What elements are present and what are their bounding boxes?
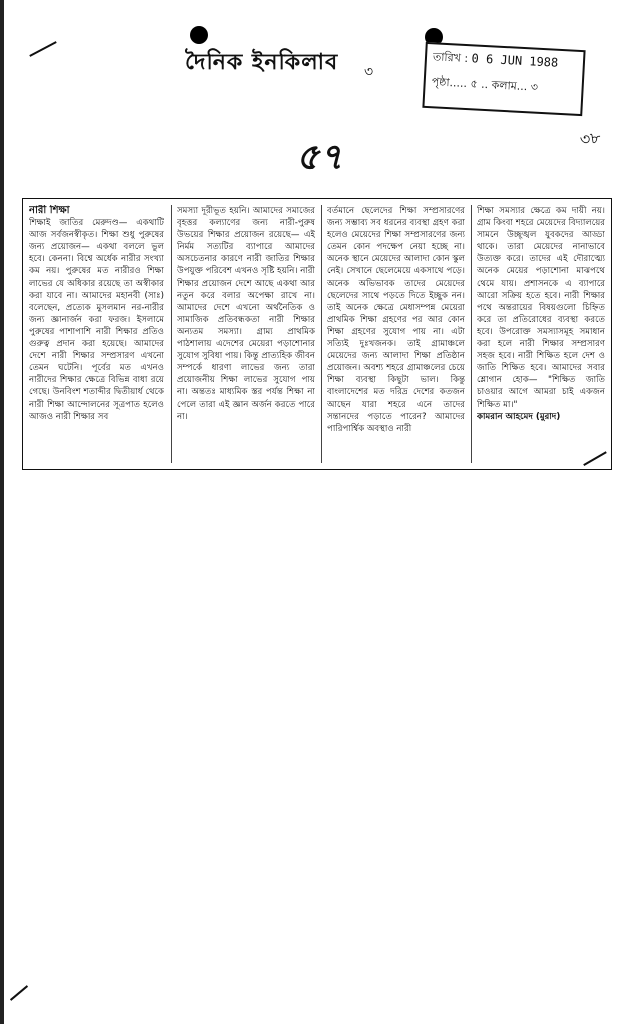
article-column-4 bbox=[477, 205, 605, 463]
stamp-date-label: তারিখ bbox=[432, 50, 462, 65]
article-headline: নারী শিক্ষা bbox=[29, 205, 70, 216]
margin-note: ৩৮ bbox=[578, 127, 602, 150]
column-divider bbox=[321, 205, 322, 463]
ink-mark-top-left bbox=[29, 41, 56, 57]
column-1-text: শিক্ষাই জাতির মেরুদণ্ড— একথাটি আজ সর্বজনস্বীকৃত। শিক্ষা শুধু পুরুষের জন্য প্রয়োজন— একথা বললে ভুল হবে। কেননা। বিশ্বে অর্ধেক নারীর সংখ্যা কম নয়। পুরুষের মত নারীরও শিক্ষা লাভের যে অধিকার রয়েছে তা অস্বীকার করা যাবে না। আমাদের মহানবী (সাঃ) বলেছেন, প্রত্যেক মুসলমান নর-নারীর জন্য জ্ঞানার্জন করা ফরজ। ইসলামে পুরুষের পাশাপাশি নারী শিক্ষার প্রতিও গুরুত্ব প্রদান করা হয়েছে। আমাদের দেশে নারী শিক্ষার সম্প্রসারণ এখনো তেমন ঘটেনি। পূর্বের মত এখনও নারীদের শিক্ষার ক্ষেত্রে বিভিন্ন বাধা রয়ে গেছে। উনবিংশ শতাব্দীর দ্বিতীয়ার্ধ থেকে নারী শিক্ষা আন্দোলনের সূত্রপাত হলেও আজও নারী শিক্ষার সব bbox=[29, 218, 164, 422]
column-2-text: সমস্যা দূরীভূত হয়নি। আমাদের সমাজের বৃহত্তর কল্যাণের জন্য নারী-পুরুষ উভয়ের শিক্ষার প্রয়োজন রয়েছে— এই নির্মম সত্যটির ব্যাপারে আমাদের অসচেতনার কারণে নারী জাতির শিক্ষার উপযুক্ত পরিবেশ এখনও সৃষ্টি হয়নি। নারী শিক্ষার প্রয়োজন দেশে আছে একথা আর নতুন করে বলার অপেক্ষা রাখে না। আমাদের দেশে এখনো অর্থনৈতিক ও সামাজিক প্রতিবন্ধকতা নারী শিক্ষার অন্যতম সমস্যা। গ্রাম্য প্রাথমিক পাঠশালায় এদেশের মেয়েরা পড়াশোনার সুযোগ সুবিধা পায়। কিন্তু প্রাত্যহিক জীবন সম্পর্কে ধারণা লাভের জন্য তারা প্রয়োজনীয় শিক্ষা লাভের সুযোগ পায় না। অন্ততঃ মাধ্যমিক স্তর পর্যন্ত শিক্ষা না পেলে তারা এই জ্ঞান অর্জন করতে পারে না। bbox=[177, 206, 315, 422]
article-clipping bbox=[22, 198, 612, 470]
newspaper-name-mark: ৩ bbox=[364, 64, 374, 80]
column-3-text: বর্তমানে ছেলেদের শিক্ষা সম্প্রসারণের জন্য সম্ভাব্য সব ধরনের ব্যবস্থা গ্রহণ করা হলেও মেয়েদের শিক্ষা সম্প্রসারণের জন্য তেমন কোন পদক্ষেপ নেয়া হচ্ছে না। অনেক স্থানে মেয়েদের আলাদা কোন স্কুল নেই। সেখানে ছেলেমেয়ে একসাথে পড়ে। অনেক অভিভাবক তাদের মেয়েদের ছেলেদের সাথে পড়তে দিতে ইচ্ছুক নন। তাই অনেক ক্ষেত্রে মেধাসম্পন্ন মেয়েরা প্রাথমিক শিক্ষা গ্রহণের পর আর কোন শিক্ষা গ্রহণের সুযোগ পায় না। এটা সত্যিই দুঃখজনক। তাই গ্রামাঞ্চলে মেয়েদের জন্য আলাদা শিক্ষা প্রতিষ্ঠান প্রয়োজন। অবশ্য শহরে গ্রামাঞ্চলের চেয়ে শিক্ষা ব্যবস্থা কিছুটা ভাল। কিন্তু বাংলাদেশের মত দরিদ্র দেশের কতজন আছেন যারা শহরে এনে তাদের সন্তানদের পড়াতে পারেন? আমাদের পারিপার্শ্বিক অবস্থাও নারী bbox=[327, 206, 465, 434]
ink-mark-bottom-left bbox=[10, 985, 28, 1001]
stamp-column-value: ৩ bbox=[530, 80, 539, 94]
date-stamp: তারিখ : 0 6 JUN 1988 পৃষ্ঠা..... ৫ .. কলাম... ৩ bbox=[422, 42, 585, 116]
punch-hole-left bbox=[190, 26, 208, 44]
article-column-1 bbox=[29, 205, 164, 463]
article-column-2 bbox=[177, 205, 315, 463]
stamp-column-label: কলাম bbox=[491, 78, 518, 93]
column-4-text: শিক্ষা সমস্যার ক্ষেত্রে কম দায়ী নয়। গ্রাম কিংবা শহরে মেয়েদের বিদ্যালয়ের সামনে উচ্ছৃঙ্খল যুবকদের আড্ডা থাকে। তারা মেয়েদের নানাভাবে উত্যক্ত করে। তাদের এই দৌরাত্ম্যে অনেক মেয়ের পড়াশোনা মাঝপথে থেমে যায়। প্রশাসনকে এ ব্যাপারে আরো সক্রিয় হতে হবে। নারী শিক্ষার পথে অন্তরায়ের বিষয়গুলো চিহ্নিত করে তা প্রতিরোধের ব্যবস্থা করতে হবে। উপরোক্ত সমস্যাসমূহ সমাধান করা হলে নারী শিক্ষার সম্প্রসারণ সহজ হবে। নারী শিক্ষিত হলে দেশ ও জাতি শিক্ষিত হবে। আমাদের সবার শ্লোগান হোক— "শিক্ষিত জাতি চাওয়ার আগে আমরা চাই একজন শিক্ষিত মা।" bbox=[477, 206, 605, 410]
scan-left-edge bbox=[0, 0, 4, 1024]
stamp-page-label: পৃষ্ঠা bbox=[431, 75, 450, 90]
article-column-3 bbox=[327, 205, 465, 463]
newspaper-name: দৈনিক ইনকিলাব bbox=[185, 50, 339, 75]
stamp-date-value: 0 6 JUN 1988 bbox=[471, 51, 559, 70]
column-divider bbox=[171, 205, 172, 463]
article-byline: কামরান আহমেদ (মুরাদ) bbox=[477, 411, 561, 422]
handwritten-page-number: ৫৭ bbox=[296, 137, 343, 178]
column-divider bbox=[471, 205, 472, 463]
stamp-page-value: ৫ bbox=[470, 77, 478, 91]
